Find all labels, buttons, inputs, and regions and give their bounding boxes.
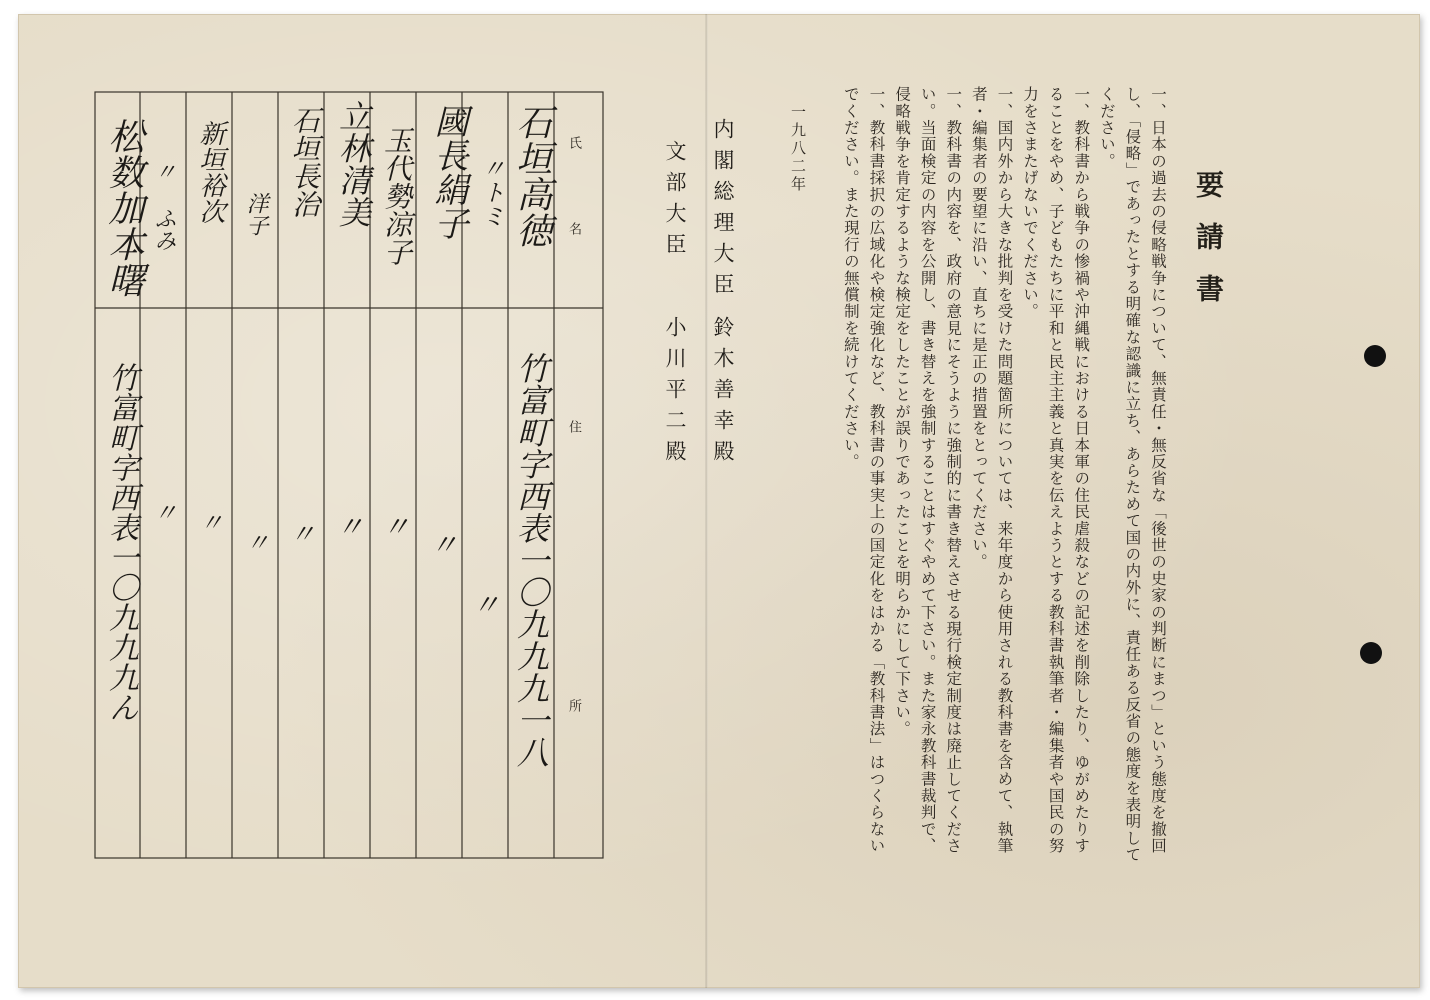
request-item-2: 一、教科書から戦争の惨禍や沖縄戦における日本軍の住民虐殺などの記述を削除したり、ゆがめたりすることをやめ、子どもたちに平和と民主主義と真実を伝えようとする教科書執筆者・編集者や国民の努力をさまたげないでください。 [1021,86,1091,855]
request-body [790,86,1170,866]
punch-hole-bottom [1360,642,1382,664]
signer-name: 松数加本曙 [103,118,144,298]
signer-name: 立林清美 [334,100,372,228]
signer-address: 竹富町字西表一〇九九九一八 [512,352,550,768]
document-date: 一九八二年 [789,104,807,194]
addressee-2-name: 小川平二殿 [663,316,687,471]
address-column-header: 住 所 [566,420,581,792]
request-item-4: 一、教科書の内容を、政府の意見にそうように強制的に書き替えさせる現行検定制度は廃止してください。当面検定の内容を公開し、書き替えを強制することはすぐやめて下さい。また家永教科書裁判で、侵略戦争を肯定するような検定をしたことが誤りであったことを明らかにして下さい。 [893,86,963,855]
signer-name: 石垣長治 [288,106,321,218]
signer-address: 〃 [426,530,459,558]
addressee-1-title: 内閣総理大臣 [711,118,735,304]
signer-name: 玉代勢涼子 [380,126,413,266]
request-item-3: 一、国内外から大きな批判を受けた問題箇所については、来年度から使用される教科書を含めて、執筆者・編集者の要望に沿い、直ちに是正の措置をとってください。 [969,86,1014,855]
signer-address: 〃 [241,530,269,554]
signer-name: 新垣裕次 [195,120,225,224]
signer-address: 〃 [285,520,315,546]
punch-hole-top [1364,345,1386,367]
signer-name: 洋子 [243,192,268,236]
signer-name: 石垣高徳 [511,104,552,248]
addressee-2-title: 文部大臣 [663,140,687,264]
signer-address: 〃 [195,510,223,534]
request-item-1: 一、日本の過去の侵略戦争について、無責任・無反省な「後世の史家の判断にまつ」という態度を撤回し、「侵略」であったとする明確な認識に立ち、あらためて国の内外に、責任ある反省の態度を表明してください。 [1097,86,1167,864]
request-item-5: 一、教科書採択の広域化や検定強化など、教科書の事実上の国定化をはかる「教科書法」はつくらないでください。また現行の無償制を続けてください。 [841,86,886,855]
signature-table [94,90,604,860]
signer-name: 〃 ふみ [151,160,176,251]
signer-address: 〃 [332,512,365,540]
addressee-block [660,118,750,538]
signer-address: 〃 [468,590,501,618]
signer-name: 國長絹子 [428,104,468,240]
addressee-1-name: 鈴木善幸殿 [711,316,735,471]
signer-name: 〃トミ [477,156,505,228]
signer-address: 竹富町字西表一〇九九九ん [103,362,138,722]
name-column-header: 氏 名 [566,136,581,265]
signer-address: 〃 [149,500,177,524]
document-title: 要請書 [1192,170,1225,326]
signer-address: 〃 [378,512,411,540]
